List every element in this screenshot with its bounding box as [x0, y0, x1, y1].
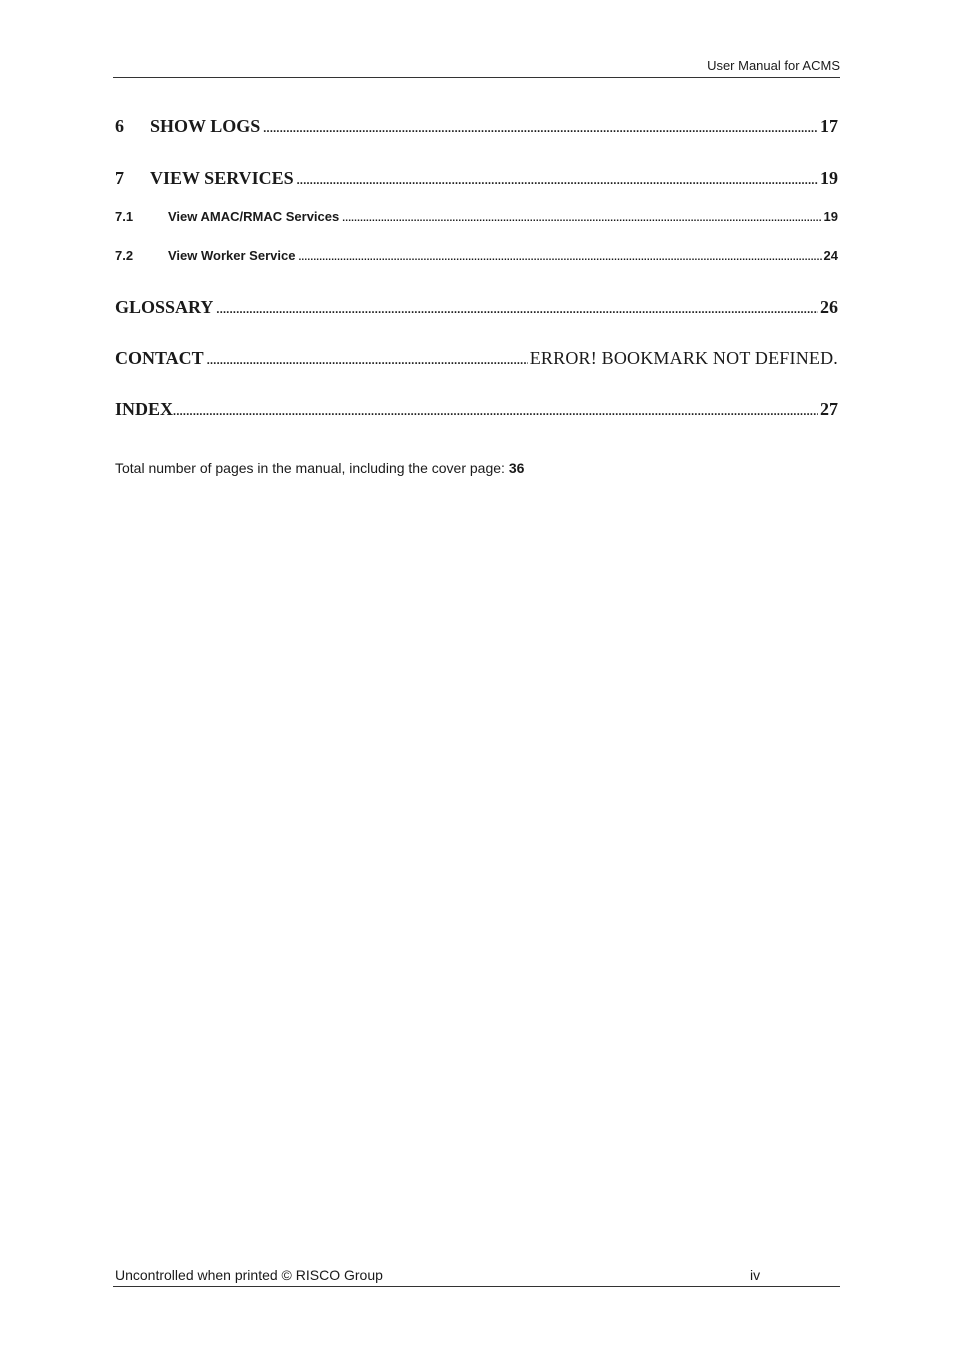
toc-title: VIEW SERVICES: [150, 168, 294, 188]
total-pages-note: [115, 458, 524, 478]
toc-leader: [207, 348, 528, 372]
toc-leader: [216, 297, 818, 321]
toc-entry-view-services[interactable]: [115, 166, 838, 192]
page-footer: [113, 1265, 840, 1287]
toc-entry-view-amac-rmac-services[interactable]: [115, 208, 838, 228]
toc-page: 27: [820, 399, 838, 419]
toc-number: 6: [115, 116, 124, 136]
toc-page: 24: [823, 248, 838, 263]
toc-page-error: ERROR! BOOKMARK NOT DEFINED.: [529, 348, 838, 368]
toc-leader: [263, 116, 818, 140]
header-title: User Manual for ACMS: [707, 58, 840, 73]
toc-entry-index[interactable]: [115, 397, 838, 423]
toc-title: INDEX: [115, 399, 174, 419]
footer-page-number: iv: [750, 1267, 761, 1283]
toc-title: View Worker Service: [168, 248, 296, 263]
toc-leader: [297, 168, 818, 192]
toc-leader: [173, 399, 818, 423]
toc-title: GLOSSARY: [115, 297, 214, 317]
toc-page: 19: [820, 168, 838, 188]
toc-entry-view-worker-service[interactable]: [115, 247, 838, 267]
toc-leader: [342, 210, 821, 228]
toc-leader: [298, 249, 821, 267]
toc-entry-show-logs[interactable]: [115, 114, 838, 140]
total-pages-label: Total number of pages in the manual, including the cover page:: [115, 460, 505, 476]
toc-number: 7: [115, 168, 124, 188]
page-header: [113, 56, 840, 78]
toc-title: CONTACT: [115, 348, 204, 368]
toc-title: SHOW LOGS: [150, 116, 261, 136]
toc-page: 19: [823, 209, 838, 224]
toc-entry-glossary[interactable]: [115, 295, 838, 321]
toc-number: 7.1: [115, 209, 134, 224]
total-pages-value: 36: [508, 460, 525, 476]
toc-page: 17: [820, 116, 838, 136]
toc-number: 7.2: [115, 248, 134, 263]
footer-copyright: Uncontrolled when printed © RISCO Group: [115, 1267, 383, 1283]
toc-title: View AMAC/RMAC Services: [168, 209, 340, 224]
toc-entry-contact[interactable]: [115, 346, 838, 372]
toc-page: 26: [820, 297, 838, 317]
